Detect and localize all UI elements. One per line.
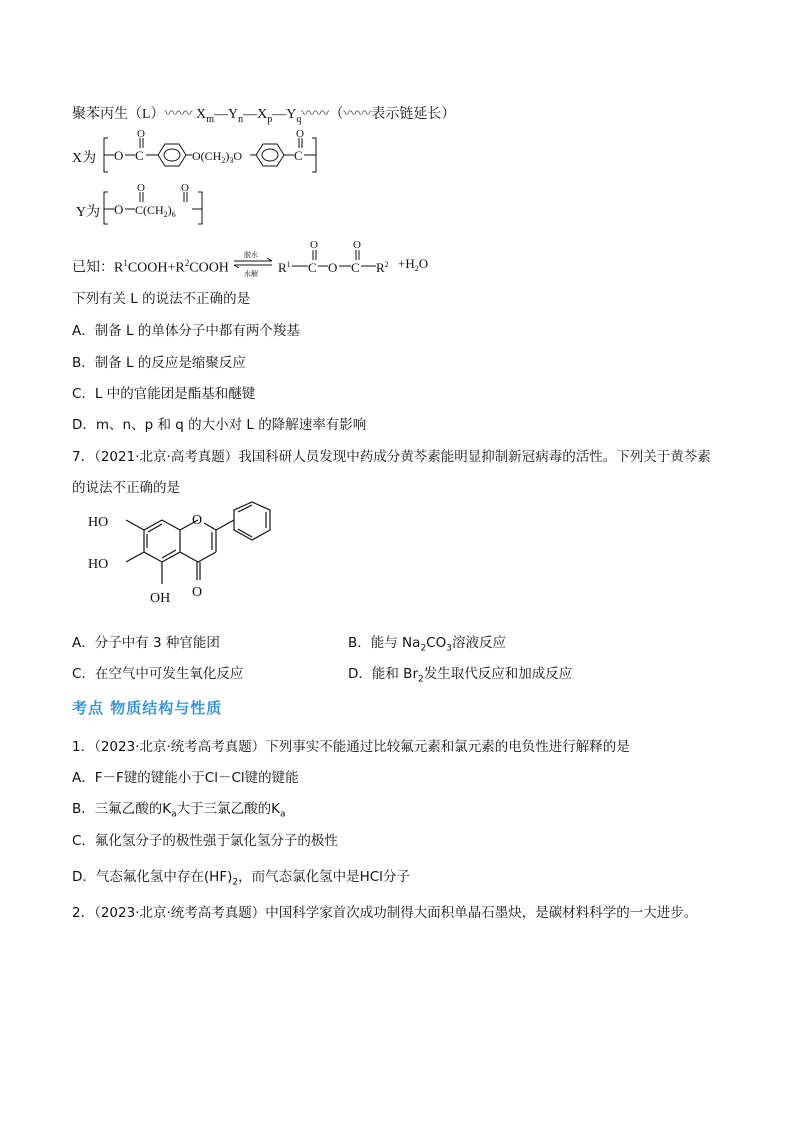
x-carbonyl-o-2: O [296,128,304,140]
q7-option-b [348,634,506,658]
ho-group-1: HO [88,515,109,530]
s1-b-sub2: a [280,809,286,820]
product-r1: $R^1$ [278,260,291,275]
product-carbonyl-o1: O [310,239,318,251]
x-c-atom-2: C [294,148,303,163]
sup-1: 1 [123,258,128,268]
s1-b-pre: B．三氟乙酸的K [72,801,172,817]
arrow-bottom-label: 水解 [244,270,258,278]
chain-start: 〰〰 X [164,107,207,122]
y-carbonyl-o: O [137,182,145,194]
y-label: Y为 [76,205,101,220]
x-carbonyl-o: O [137,128,145,140]
s1-b-sub1: a [171,809,177,820]
s1-option-d [72,868,410,892]
product-carbonyl-o2: O [353,239,361,251]
sub-p: p [267,113,273,125]
q7-option-d [348,665,572,689]
arrow-top-label: 脱水 [244,251,258,259]
q7-stem-line2: 的说法不正确的是 [72,480,180,496]
x-label: X为 [72,151,97,166]
q7-b-sub1: 2 [420,643,427,654]
ho-group-2: HO [88,557,109,572]
anhydride-product-structure [276,238,436,282]
s2-stem: 2．（2023·北京·统考高考真题）中国科学家首次成功制得大面积单晶石墨炔，是碳材料科学的一大进步。 [72,905,698,921]
x-c-atom: C [135,148,144,163]
y-carbonyl-o-2: O [181,182,189,194]
product-c2: C [351,260,360,275]
s1-b-mid: 大于三氯乙酸的K [176,801,280,817]
q7-d-sub: 2 [418,674,424,685]
section-title: 考点 物质结构与性质 [72,699,223,717]
q7-stem-line1: 7．（2021·北京·高考真题）我国科研人员发现中药成分黄芩素能明显抑制新冠病毒的活性。下列关于黄芩素 [72,449,711,465]
product-water: $+H_2O$ [398,256,429,273]
oh-group: OH [150,591,171,606]
s1-option-a: A．F－F键的键能小于Cl－Cl键的键能 [72,770,299,786]
chain-y2: —Y [272,107,297,122]
q7-option-a: A．分子中有 3 种官能团 [72,635,220,651]
equilibrium-arrow [232,248,274,278]
product-bridge-o: O [328,260,338,275]
x-linker: $O(CH_2)_3O$ [192,149,243,165]
sub-q: q [296,113,302,125]
chain-end-note: 〰〰（〰〰表示链延长） [301,107,456,122]
sub-n: n [238,113,244,125]
q7-b-sub2: 3 [446,643,452,654]
known-reaction-lhs [72,254,229,278]
y-o-atom: O [114,202,124,217]
q6-option-d: D．m、n、p 和 q 的大小对 L 的降解速率有影响 [72,417,367,433]
q7-b-pre: B．能与 Na [348,635,421,651]
s1-d-sub: 2 [232,877,239,888]
q7-b-post: 溶液反应 [451,635,506,651]
product-r2: $R^2$ [376,260,389,275]
sub-m: m [206,113,214,125]
chain-y1: —Y [213,107,239,122]
product-c1: C [308,260,317,275]
known-end: COOH [189,260,229,276]
q7-option-c: C．在空气中可发生氧化反应 [72,666,244,682]
s1-option-b [72,800,286,824]
q7-d-post: 发生取代反应和加成反应 [423,666,573,682]
s1-d-pre: D．气态氟化氢中存在(HF) [72,869,233,885]
q6-question: 下列有关 L 的说法不正确的是 [72,291,251,307]
x-repeat-unit-structure [100,128,330,178]
q6-option-c: C．L 中的官能团是酯基和醚键 [72,386,256,402]
known-label: 已知：R [72,260,124,276]
known-mid: COOH+R [127,260,185,276]
q7-d-pre: D．能和 Br [348,666,418,682]
chain-x2: —X [243,107,268,122]
x-o-atom: O [114,148,124,163]
baicalein-structure [86,500,296,620]
y-chain: $C(CH_2)_6$ [135,203,176,219]
sup-2: 2 [184,258,190,268]
polymer-intro-line [72,106,455,129]
s1-d-post: ，而气态氯化氢中是HCl分子 [238,869,410,885]
s1-stem: 1．（2023·北京·统考高考真题）下列事实不能通过比较氟元素和氯元素的电负性进行解释的是 [72,739,630,755]
s1-option-c: C．氟化氢分子的极性强于氯化氢分子的极性 [72,833,338,849]
ring-oxygen: O [192,513,203,528]
q7-b-mid: CO [426,635,447,651]
keto-oxygen: O [192,585,203,600]
q6-option-b: B．制备 L 的反应是缩聚反应 [72,355,246,371]
q6-option-a: A．制备 L 的单体分子中都有两个羧基 [72,323,300,339]
polymer-name: 聚苯丙生（L） [72,107,165,122]
y-repeat-unit-structure [100,182,220,230]
